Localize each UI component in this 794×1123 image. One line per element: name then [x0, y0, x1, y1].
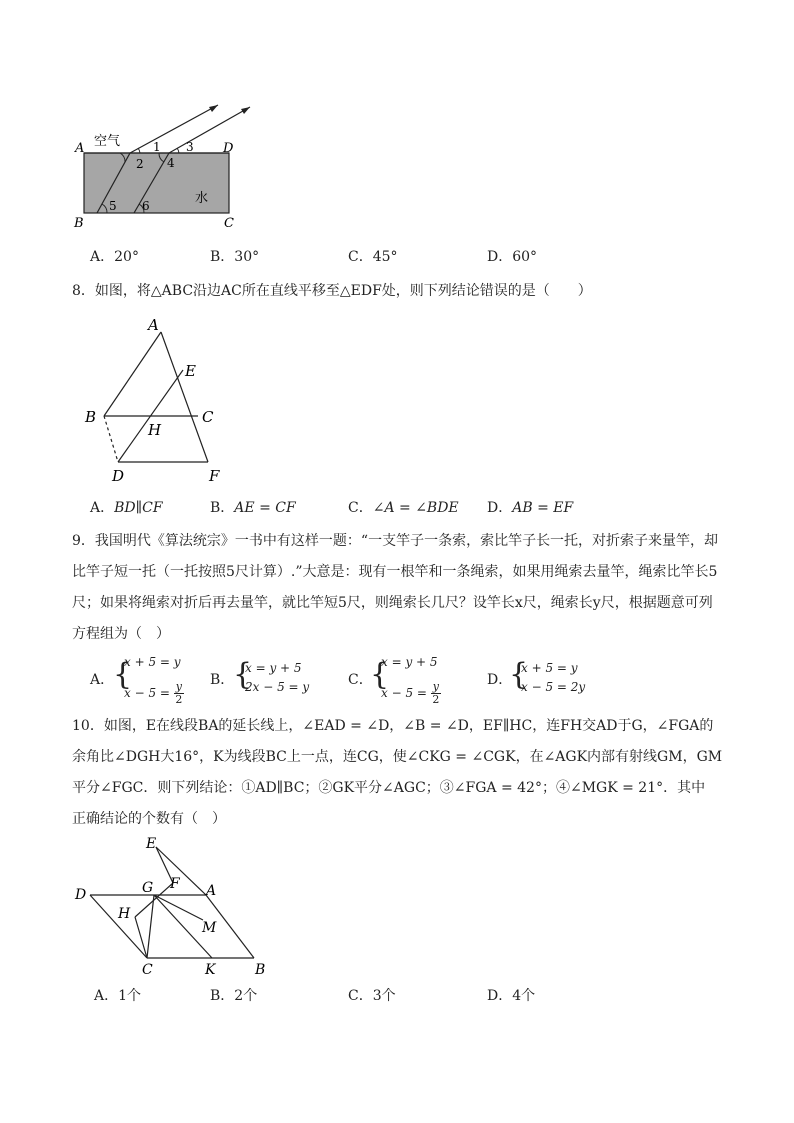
q9-option-a-eq2: x − 5 = $\frac{y}{2}$ [124, 680, 183, 706]
label-A: A [206, 883, 217, 899]
q10-option-a: A．1个 [94, 988, 142, 1004]
q8-option-a: A．BD∥CF [90, 500, 163, 516]
segment-DC [90, 895, 147, 958]
label-B: B [85, 408, 97, 426]
label-angle-5: 5 [109, 199, 117, 213]
label-G: G [142, 880, 154, 896]
figure-q10 [70, 835, 280, 980]
label-D: D [223, 141, 234, 156]
label-C: C [224, 216, 234, 231]
q9-option-b-brace: { [233, 657, 253, 692]
label-angle-2: 2 [136, 157, 144, 171]
q9-line-2: 比竿子短一托（一托按照5尺计算）.”大意是：现有一根竿和一条绳索，如果用绳索去量竿，绳索比竿长5 [72, 564, 718, 580]
ray-right-air [169, 107, 250, 153]
label-D: D [112, 467, 125, 485]
q9-option-b-eq1: x = y + 5 [245, 661, 302, 675]
label-F: F [209, 467, 220, 485]
ray-left-air [130, 105, 218, 153]
q9-option-c-letter: C． [348, 672, 373, 688]
label-B: B [255, 962, 266, 978]
q7-option-a: A．20° [90, 249, 139, 265]
q10-option-c: C．3个 [348, 988, 396, 1004]
q7-option-b: B．30° [210, 249, 260, 265]
label-C: C [202, 408, 214, 426]
q9-line-3: 尺；如果将绳索对折后再去量竿，就比竿短5尺，则绳索长几尺？设竿长x尺，绳索长y尺，根据题意可列 [72, 595, 713, 611]
label-water: 水 [195, 191, 209, 206]
arrowhead-right [241, 107, 250, 114]
q9-option-c-eq1: x = y + 5 [381, 655, 438, 669]
q9-line-1: 9．我国明代《算法统宗》一书中有这样一题：“一支竿子一条索，索比竿子长一托，对折索子来量竿，却 [72, 533, 719, 549]
q8-option-b: B．AE = CF [210, 500, 296, 516]
q8-option-c: C．∠A = ∠BDE [348, 500, 459, 516]
label-air: 空气 [94, 134, 121, 149]
q8-option-d: D．AB = EF [487, 500, 574, 516]
edge-BD-dashed [104, 416, 118, 462]
angle-arc-1 [138, 148, 140, 153]
label-H: H [148, 421, 162, 439]
q10-option-b: B．2个 [210, 988, 258, 1004]
q9-option-c-brace: { [370, 657, 390, 692]
angle-arc-3 [177, 148, 179, 153]
q10-line-2: 余角比∠DGH大16°，K为线段BC上一点，连CG，使∠CKG = ∠CGK，在∠AGK内部有射线GM，GM [72, 749, 723, 765]
label-A: A [148, 316, 159, 334]
label-E: E [185, 362, 196, 380]
q9-option-d-brace: { [509, 657, 529, 692]
edge-AB [104, 332, 161, 416]
figure-q7 [70, 95, 270, 235]
q9-option-c-eq2: x − 5 = $\frac{y}{2}$ [381, 680, 440, 706]
q9-option-a-eq1: x + 5 = y [124, 655, 181, 669]
segment-GC [147, 895, 154, 958]
q10-line-4: 正确结论的个数有（ ） [72, 811, 226, 827]
arrowhead-left [209, 105, 218, 112]
ray-GM [154, 895, 203, 920]
label-A: A [75, 141, 85, 156]
q10-line-1: 10．如图，E在线段BA的延长线上，∠EAD = ∠D，∠B = ∠D，EF∥HC，连FH交AD于G，∠FGA的 [72, 718, 714, 734]
segment-EA [156, 847, 206, 895]
label-H: H [118, 906, 131, 922]
label-angle-4: 4 [167, 156, 175, 170]
q9-option-a-letter: A． [90, 672, 115, 688]
label-E: E [146, 836, 157, 852]
label-angle-1: 1 [153, 140, 161, 154]
q9-option-b-letter: B． [210, 672, 235, 688]
q10-option-d: D．4个 [487, 988, 536, 1004]
label-M: M [202, 920, 217, 936]
q7-option-d: D．60° [487, 249, 538, 265]
q9-option-d-eq2: x − 5 = 2y [521, 680, 586, 694]
q8-stem: 8．如图，将△ABC沿边AC所在直线平移至△EDF处，则下列结论错误的是（ ） [72, 283, 592, 299]
q7-option-c: C．45° [348, 249, 398, 265]
label-F: F [170, 876, 180, 892]
label-angle-6: 6 [142, 199, 150, 213]
q10-line-3: 平分∠FGC．则下列结论：①AD∥BC；②GK平分∠AGC；③∠FGA = 42°；④∠MGK = 21°．其中 [72, 780, 706, 796]
q9-option-d-eq1: x + 5 = y [521, 661, 578, 675]
q9-option-d-letter: D． [487, 672, 513, 688]
figure-q8 [78, 312, 238, 492]
label-C: C [142, 962, 153, 978]
q9-line-4: 方程组为（ ） [72, 626, 170, 642]
q9-option-a-brace: { [113, 657, 133, 692]
q9-option-b-eq2: 2x − 5 = y [245, 680, 310, 694]
label-D: D [75, 887, 87, 903]
label-B: B [74, 216, 84, 231]
edge-AF [161, 332, 208, 462]
label-K: K [205, 962, 216, 978]
label-angle-3: 3 [186, 140, 194, 154]
